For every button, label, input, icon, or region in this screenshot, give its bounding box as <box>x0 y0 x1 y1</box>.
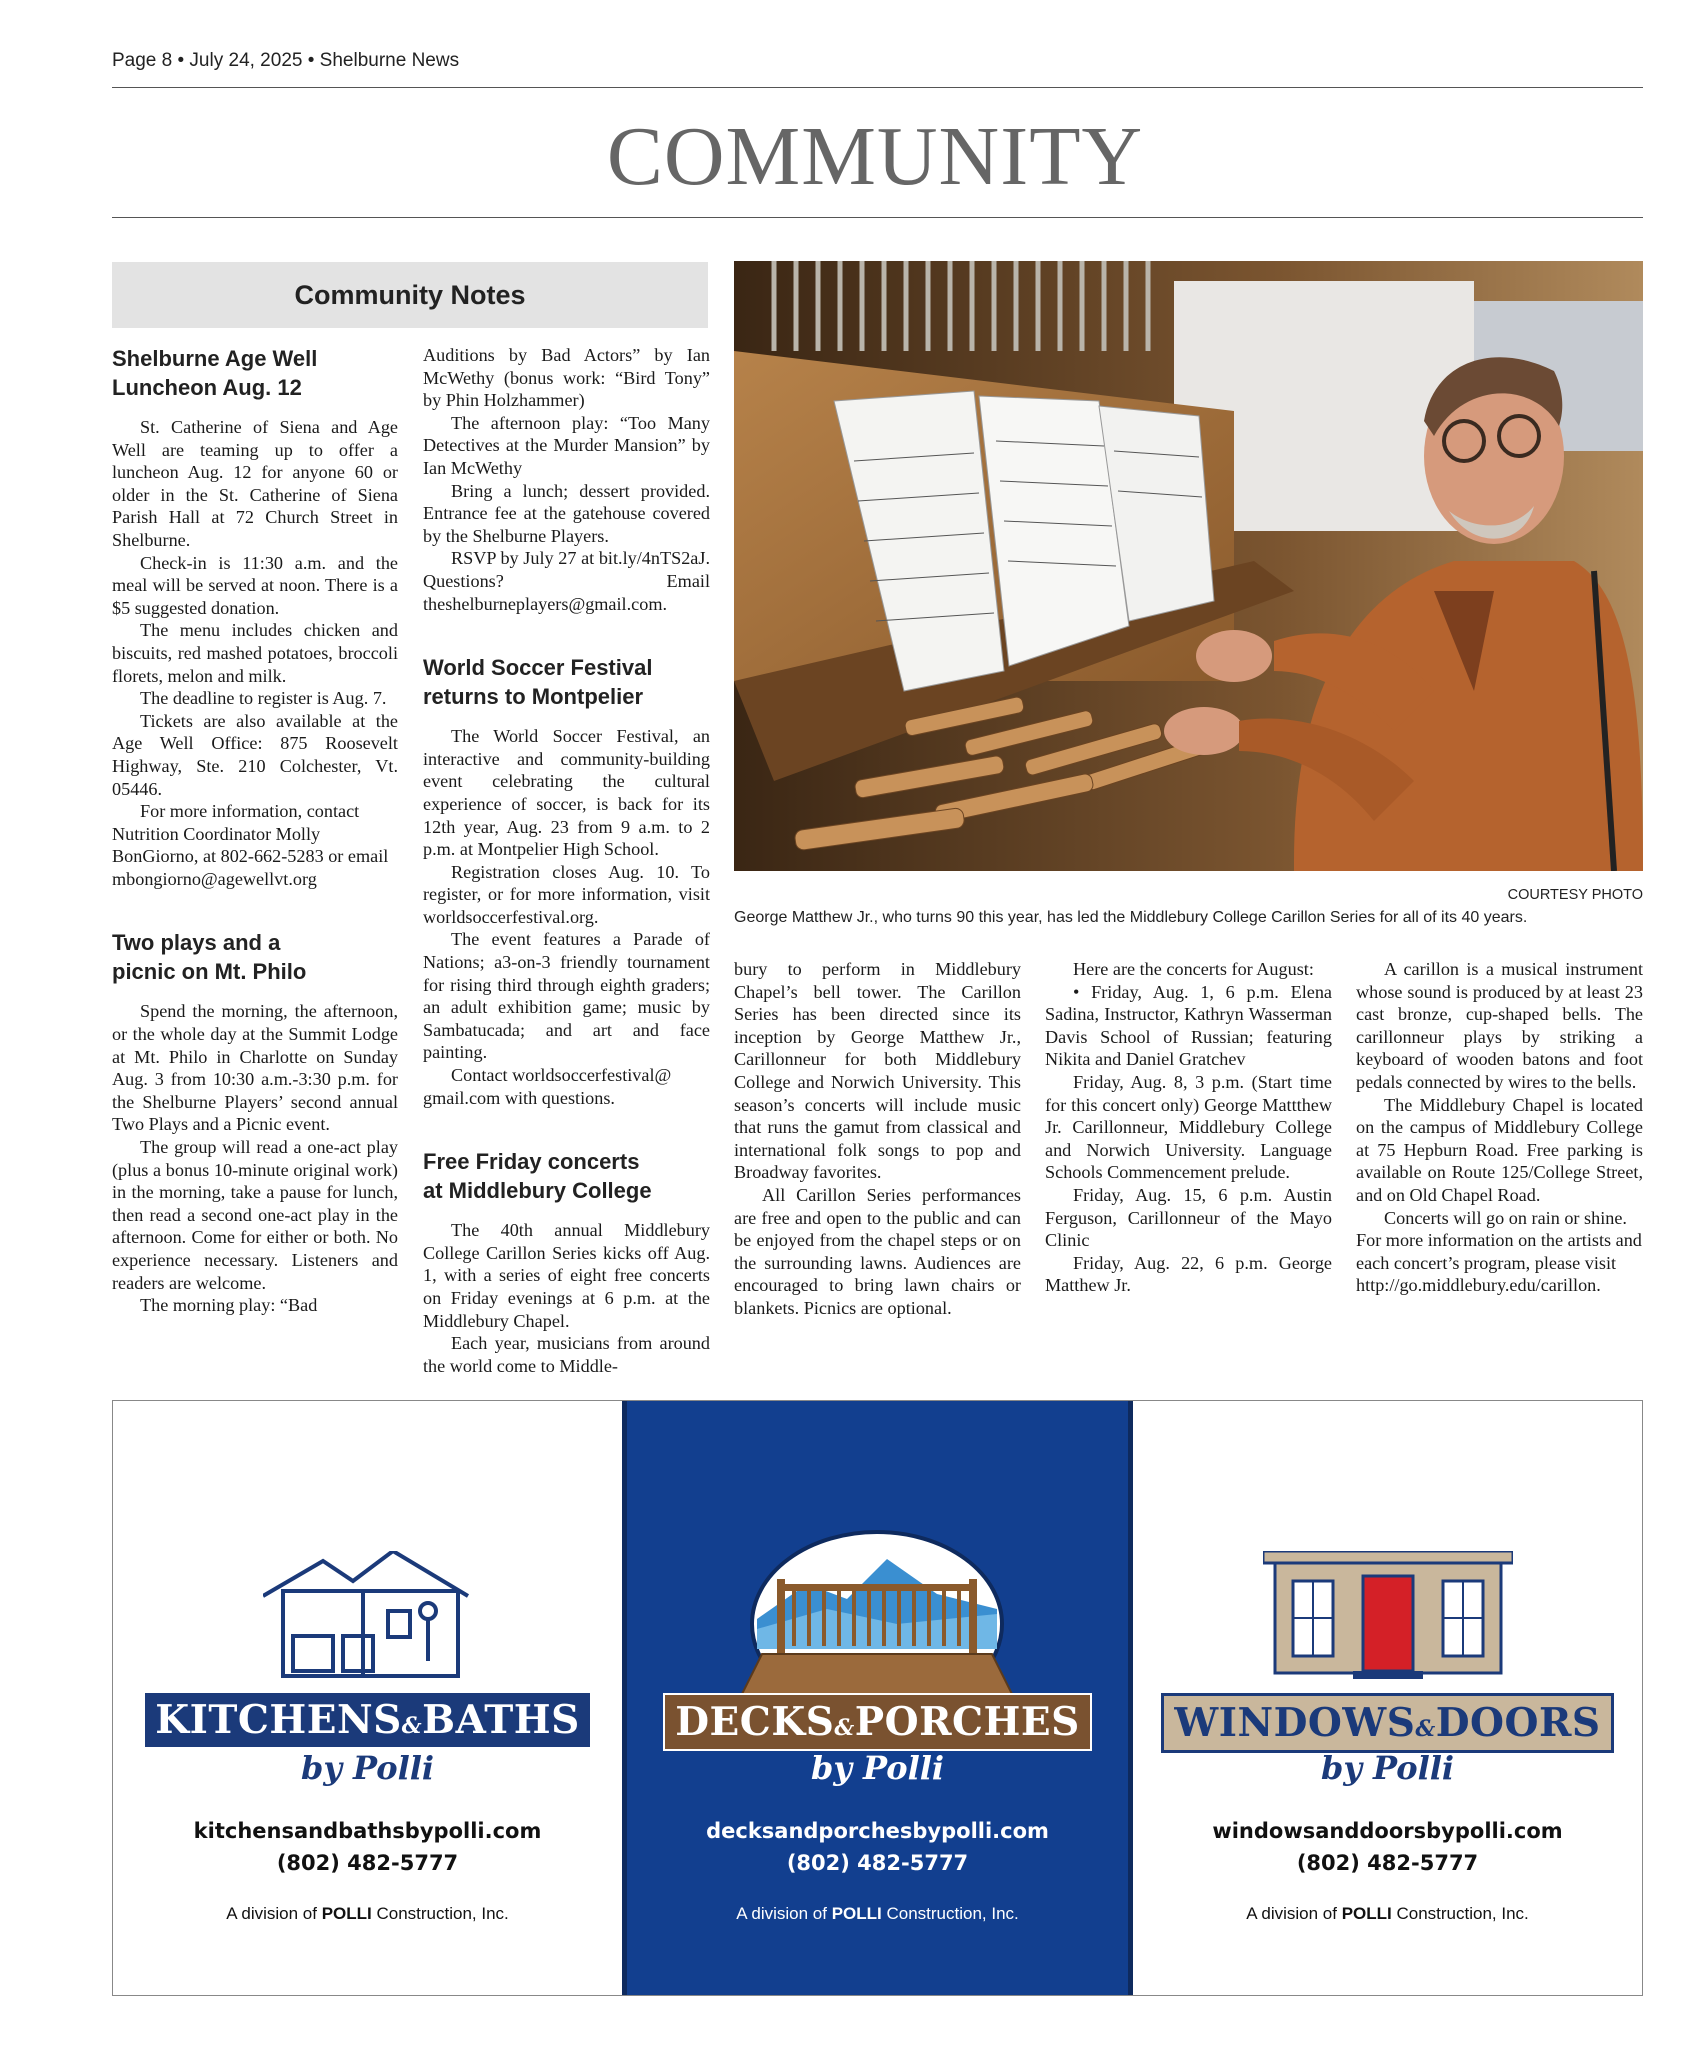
brand-kitchens <box>113 1693 622 1747</box>
by-polli: by Polli <box>1320 1749 1455 1787</box>
brand-amp: & <box>401 1713 423 1739</box>
brand-windows <box>1133 1693 1642 1753</box>
headline-two-plays <box>112 928 398 986</box>
headline-line: picnic on Mt. Philo <box>112 959 307 985</box>
brand-word: DECKS <box>675 1699 835 1745</box>
headline-line: returns to Montpelier <box>423 684 644 710</box>
paragraph: The group will read a one-act play (plus a bonus 10-minute original work) in the morning, take a pause for lunch, then read a second one-act play in the afternoon. Come for either or both. No experience necessary. Listeners and readers are welcome. <box>112 1137 398 1293</box>
column-4 <box>1045 958 1332 1297</box>
community-notes-header: Community Notes <box>112 262 708 328</box>
paragraph: • Friday, Aug. 1, 6 p.m. Elena Sadina, Instructor, Kathryn Wasserman Davis School of Russian; featuring Nikita and Daniel Gratchev <box>1045 981 1332 1070</box>
brand-amp: & <box>1415 1716 1436 1742</box>
headline-line: Free Friday concerts <box>423 1149 640 1175</box>
column-5 <box>1356 958 1643 1297</box>
paragraph: The Middlebury Chapel is located on the campus of Middlebury College at 75 Hepburn Road. Free parking is available on Route 125/College Street, and on Old Chapel Road. <box>1356 1094 1643 1205</box>
ad-panel-windows <box>1133 1401 1642 1995</box>
division-brand: POLLI <box>321 1904 372 1923</box>
website-url[interactable]: kitchensandbathsbypolli.com <box>193 1819 542 1843</box>
brand-word: BATHS <box>422 1697 580 1743</box>
paragraph: Here are the concerts for August: <box>1073 959 1314 979</box>
brand-word: DOORS <box>1435 1700 1601 1746</box>
website-url[interactable]: windowsanddoorsbypolli.com <box>1212 1819 1563 1843</box>
by-polli: by Polli <box>810 1749 945 1787</box>
paragraph: Friday, Aug. 8, 3 p.m. (Start time for this concert only) George Mattthew Jr. Carillonneur, Middlebury College and Norwich University. Language Schools Commencement prelude. <box>1045 1071 1332 1183</box>
paragraph: Contact worldsoccerfestival@ gmail.com with questions. <box>423 1065 672 1108</box>
paragraph: Auditions by Bad Actors” by Ian McWethy (bonus work: “Bird Tony” by Phin Holzhammer) <box>423 345 710 411</box>
paragraph: The 40th annual Middlebury College Carillon Series kicks off Aug. 1, with a series of eight free concerts on Friday evenings at 6 p.m. at the Middlebury Chapel. <box>423 1220 710 1331</box>
ad-panel-decks <box>622 1401 1133 1995</box>
division-text: A division of <box>736 1904 832 1923</box>
headline-world-soccer <box>423 653 710 711</box>
paragraph: All Carillon Series performances are free and open to the public and can be enjoyed from the chapel steps or on the surrounding lawns. Audiences are encouraged to bring lawn chairs or blankets. Picnics are optional. <box>734 1184 1021 1318</box>
brand-word: WINDOWS <box>1174 1700 1416 1746</box>
paragraph: Spend the morning, the afternoon, or the whole day at the Summit Lodge at Mt. Philo in Charlotte on Sunday Aug. 3 from 10:30 a.m.-3:30 p.m. for the Shelburne Players’ second annual Two Plays and a Picnic event. <box>112 1001 398 1135</box>
carillon-illustration <box>734 261 1643 871</box>
paragraph: Bring a lunch; dessert provided. Entrance fee at the gatehouse covered by the Shelburne Players. <box>423 480 710 546</box>
headline-line: Two plays and a <box>112 930 281 956</box>
house-kitchen-icon <box>263 1551 473 1681</box>
division-line <box>627 1904 1128 1924</box>
spacer <box>423 1109 710 1147</box>
paragraph: The World Soccer Festival, an interactive and community-building event celebrating the cultural experience of soccer, is back for its 12th year, Aug. 23 from 9 a.m. to 2 p.m. at Montpelier High School. <box>423 726 710 860</box>
division-line <box>113 1904 622 1924</box>
division-text: Construction, Inc. <box>371 1904 509 1923</box>
brand-plate <box>1161 1693 1613 1753</box>
paragraph: Check-in is 11:30 a.m. and the meal will be served at noon. There is a $5 suggested donation. <box>112 552 398 618</box>
paragraph: The afternoon play: “Too Many Detectives at the Murder Mansion” by Ian McWethy <box>423 412 710 478</box>
paragraph: St. Catherine of Siena and Age Well are teaming up to offer a luncheon Aug. 12 for anyone 60 or older in the St. Catherine of Siena Parish Hall at 72 Church Street in Shelburne. <box>112 417 398 550</box>
polli-advertisement <box>112 1400 1643 1996</box>
paragraph: Each year, musicians from around the world come to Middle- <box>423 1333 710 1376</box>
paragraph: The event features a Parade of Nations; a3-on-3 friendly tournament for rising third through eighth graders; an adult exhibition game; music by Sambatucada; and art and face painting. <box>423 929 710 1063</box>
paragraph: Registration closes Aug. 10. To register, or for more information, visit worldsoccerfestival.org. <box>423 861 710 927</box>
paragraph: The morning play: “Bad <box>140 1295 318 1316</box>
headline-line: World Soccer Festival <box>423 655 653 681</box>
headline-line: Luncheon Aug. 12 <box>112 375 302 400</box>
division-brand: POLLI <box>1341 1904 1392 1923</box>
brand-word: KITCHENS <box>155 1697 402 1743</box>
paragraph: A carillon is a musical instrument whose sound is produced by at least 23 cast bronze, cup-shaped bells. The carillonneur plays by striking a keyboard of wooden batons and foot pedals connected by wires to the bells. <box>1356 959 1643 1092</box>
by-polli: by Polli <box>300 1749 435 1787</box>
division-text: A division of <box>1246 1904 1342 1923</box>
headline-free-friday <box>423 1147 710 1205</box>
column-2 <box>423 344 710 1377</box>
brand-plate <box>663 1693 1092 1751</box>
headline-line: at Middlebury College <box>423 1178 652 1204</box>
brand-plate <box>145 1693 590 1747</box>
brand-decks <box>627 1693 1128 1751</box>
page-folio: Page 8 • July 24, 2025 • Shelburne News <box>112 50 460 71</box>
photo-credit: COURTESY PHOTO <box>1507 887 1643 903</box>
ad-panel-kitchens <box>113 1401 622 1995</box>
paragraph: The deadline to register is Aug. 7. <box>140 688 387 709</box>
paragraph: For more information, contact Nutrition Coordinator Molly BonGiorno, at 802-662-5283 or email mbongiorno@agewellvt.org <box>112 801 389 889</box>
division-brand: POLLI <box>831 1904 882 1923</box>
photo-caption: George Matthew Jr., who turns 90 this year, has led the Middlebury College Carillon Series for all of its 40 years. <box>734 909 1528 926</box>
header-rule-top <box>112 87 1643 88</box>
header-rule-bottom <box>112 217 1643 218</box>
spacer <box>423 615 710 653</box>
division-text: Construction, Inc. <box>881 1904 1019 1923</box>
phone-number[interactable]: (802) 482-5777 <box>786 1851 969 1875</box>
division-text: A division of <box>226 1904 322 1923</box>
brand-word: PORCHES <box>854 1699 1080 1745</box>
paragraph: Friday, Aug. 22, 6 p.m. George Matthew Jr. <box>1045 1252 1332 1296</box>
paragraph: RSVP by July 27 at bit.ly/4nTS2aJ. Questions? Email theshelburneplayers@gmail.com. <box>423 548 710 614</box>
spacer <box>112 890 398 928</box>
section-title: COMMUNITY <box>606 110 1144 203</box>
paragraph: Friday, Aug. 15, 6 p.m. Austin Ferguson, Carillonneur of the Mayo Clinic <box>1045 1184 1332 1251</box>
headline-line: Shelburne Age Well <box>112 346 318 371</box>
phone-number[interactable]: (802) 482-5777 <box>276 1851 459 1875</box>
column-3 <box>734 958 1021 1320</box>
headline-age-well <box>112 344 398 402</box>
website-url[interactable]: decksandporchesbypolli.com <box>706 1819 1049 1843</box>
division-text: Construction, Inc. <box>1391 1904 1529 1923</box>
carillon-photo <box>734 261 1643 871</box>
brand-amp: & <box>834 1715 855 1741</box>
column-1 <box>112 344 398 1317</box>
house-door-icon <box>1263 1551 1513 1681</box>
paragraph: The menu includes chicken and biscuits, red mashed potatoes, broccoli florets, melon and milk. <box>112 620 398 686</box>
paragraph: Tickets are also available at the Age Well Office: 875 Roosevelt Highway, Ste. 210 Colchester, Vt. 05446. <box>112 710 398 799</box>
phone-number[interactable]: (802) 482-5777 <box>1296 1851 1479 1875</box>
division-line <box>1133 1904 1642 1924</box>
paragraph: Concerts will go on rain or shine. For more information on the artists and each concert’s program, please visit http://go.middlebury.edu/carillon. <box>1356 1207 1642 1296</box>
paragraph: bury to perform in Middlebury Chapel’s bell tower. The Carillon Series has been directed since its inception by George Matthew Jr., Carillonneur for both Middlebury College and Norwich University. This season’s concerts will include music that runs the gamut from classical and international folk songs to pop and Broadway favorites. <box>734 959 1021 1183</box>
